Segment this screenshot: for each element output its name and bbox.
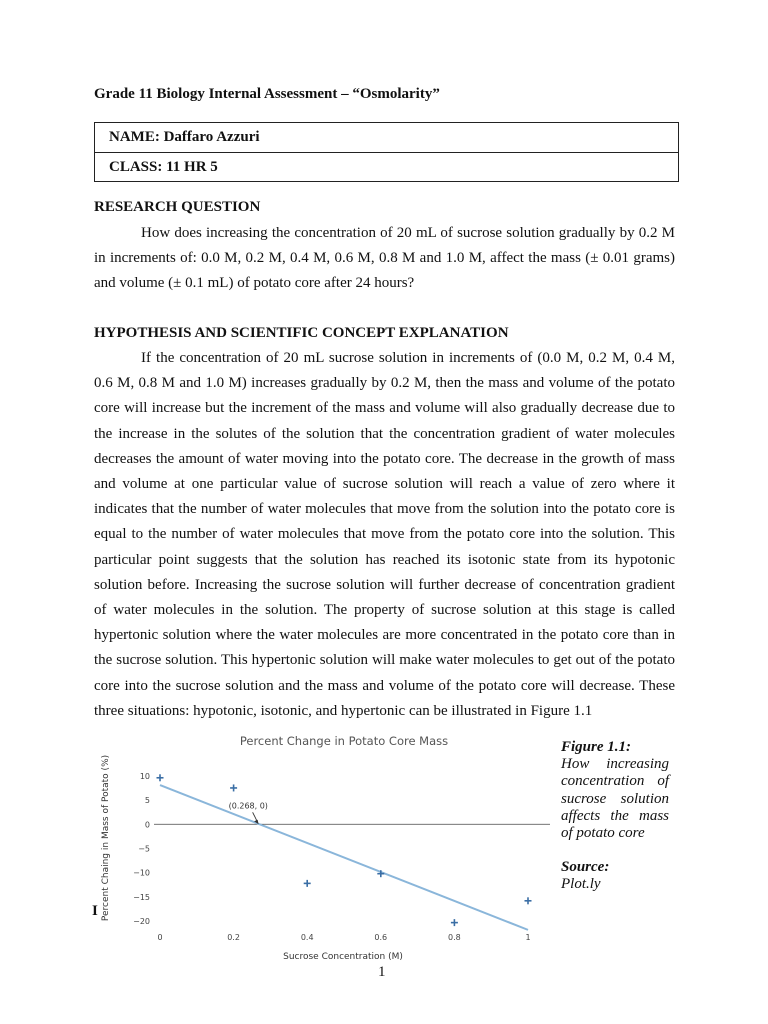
data-point (157, 774, 164, 781)
page-number: 1 (378, 964, 386, 980)
annotation-label: (0.268, 0) (228, 801, 268, 811)
data-point (525, 897, 532, 904)
research-question-text: How does increasing the concentration of 20 mL of sucrose solution gradually by 0.2 M in increments of: 0.0 M, 0.2 M, 0.4 M, 0.6 M, 0.8 M and 1.0 M, affect the mass (± 0.01 grams) and volume (± 0.1 mL) of potato core after 24 hours? (94, 225, 675, 291)
x-tick-label: 0.2 (227, 933, 240, 942)
figure-source-label: Source: (561, 859, 610, 876)
y-tick-label: −20 (133, 917, 150, 927)
document-title: Grade 11 Biology Internal Assessment – “Osmolarity” (94, 86, 440, 102)
y-tick-label: 0 (144, 820, 150, 830)
y-tick-label: −10 (133, 868, 150, 878)
x-tick-label: 1 (525, 933, 531, 942)
figure-caption-title: Figure 1.1: (561, 739, 632, 755)
x-tick-label: 0.6 (374, 933, 388, 942)
y-tick-label: 5 (144, 796, 150, 806)
figure-caption (561, 739, 669, 894)
data-point (304, 880, 311, 887)
hypothesis-text: If the concentration of 20 mL sucrose solution in increments of (0.0 M, 0.2 M, 0.4 M, 0.6 M, 0.8 M and 1.0 M) increases gradually by 0.2 M, then the mass and volume of the potato core will increase but the increment of the mass and volume will also gradually decrease due to the increase in the solutes of the solution that the concentration gradient of water molecules decreases the amount of water moving into the potato core. The decrease in the growth of mass and volume at one particular value of sucrose solution will reach a value of zero where it indicates that the number of water molecules that move from the solution into the potato core is equal to the number of water molecules that move from the potato core into the solution. This particular point suggests that the solution has reached its isotonic state from its hypotonic solution before. Increasing the sucrose solution will further decrease of concentration gradient of water molecules in the solution. The property of sucrose solution at this stage is called hypertonic solution where the water molecules are more concentrated in the potato core than in the sucrose solution. This hypertonic solution will make water molecules to get out of the potato core into the sucrose solution and the mass and volume of the potato core will decrease. These three situations: hypotonic, isotonic, and hypertonic can be illustrated in Figure 1.1 (94, 350, 675, 719)
student-class: CLASS: 11 HR 5 (95, 152, 678, 181)
y-tick-label: −5 (138, 844, 150, 854)
student-name: NAME: Daffaro Azzuri (109, 129, 260, 145)
hypothesis-heading: HYPOTHESIS AND SCIENTIFIC CONCEPT EXPLANATION (94, 325, 509, 341)
y-tick-label: 10 (139, 771, 150, 781)
stray-mark: I (92, 903, 98, 919)
figure-caption-text: How increasing concentration of sucrose solution affects the mass of potato core (561, 756, 669, 842)
chart-title: Percent Change in Potato Core Mass (239, 734, 449, 748)
trendline (160, 785, 528, 930)
research-question-heading: RESEARCH QUESTION (94, 199, 261, 215)
y-axis-label: Percent Chaing in Mass of Potato (%) (101, 754, 111, 922)
x-tick-label: 0.4 (300, 933, 314, 942)
y-tick-label: −15 (133, 892, 150, 902)
percent-change-chart (90, 727, 560, 963)
x-tick-label: 0 (157, 933, 163, 942)
x-tick-label: 0.8 (448, 933, 461, 942)
data-point (230, 784, 237, 791)
data-point (451, 919, 458, 926)
x-axis-label: Sucrose Concentration (M) (283, 952, 403, 962)
student-info-table (94, 122, 679, 182)
figure-source-value: Plot.ly (561, 876, 601, 893)
